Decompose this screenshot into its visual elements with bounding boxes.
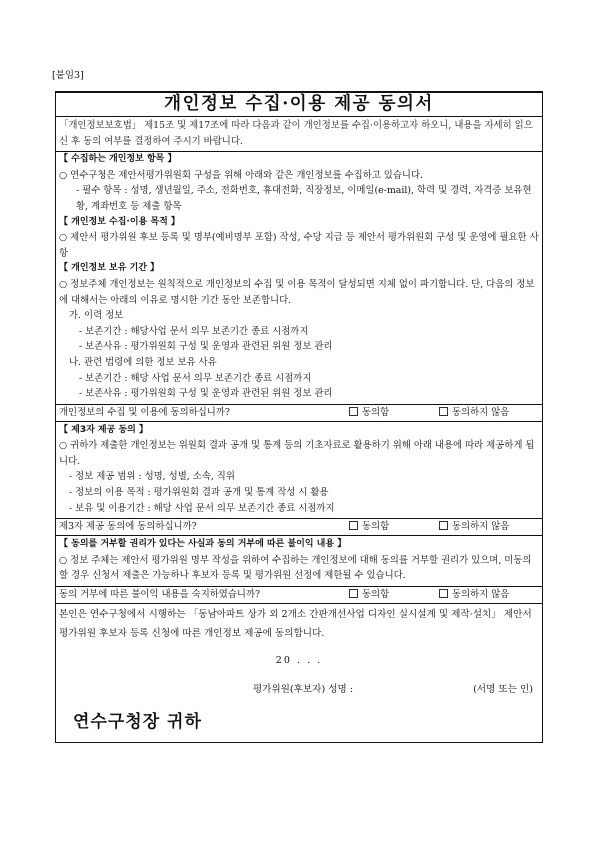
question-text: 제3자 제공 동의에 동의하십니까? xyxy=(59,521,197,533)
consent-question-refusal xyxy=(56,587,542,604)
addressee: 연수구청장 귀하 xyxy=(73,712,202,733)
legal-retention-period: - 보존기간 : 해당 사업 문서 의무 보존기간 종료 시점까지 xyxy=(79,372,312,384)
date-line[interactable]: 20 . . . xyxy=(275,655,323,667)
intro-text: 「개인정보보호법」 제15조 및 제17조에 따라 다음과 같이 개인정보를 수집·이용하고자 하오니, 내용을 자세히 읽으신 후 동의 여부를 결정하여 주시기 바랍니다. xyxy=(56,117,542,152)
history-retention-reason: - 보존사유 : 평가위원회 구성 및 운영과 관련된 위원 정보 관리 xyxy=(79,341,333,353)
form-title: 개인정보 수집·이용 제공 동의서 xyxy=(56,93,542,117)
legal-retention-reason: - 보존사유 : 평가위원회 구성 및 운영과 관련된 위원 정보 관리 xyxy=(79,388,333,400)
declaration-block xyxy=(56,604,542,742)
signature-hint[interactable]: (서명 또는 인) xyxy=(473,683,533,695)
agree-option[interactable]: 동의함 xyxy=(349,519,439,535)
question-text: 개인정보의 수집 및 이용에 동의하십니까? xyxy=(59,406,230,418)
agree-checkbox[interactable] xyxy=(349,589,358,598)
purpose-text: ○ 제안서 평가위원 후보 등록 및 명부(예비명부 포함) 작성, 수당 지급 등 제안서 평가위원회 구성 및 운영에 필요한 사항 xyxy=(59,232,539,259)
signature-line xyxy=(59,681,539,700)
agree-checkbox[interactable] xyxy=(349,407,358,416)
legal-info-title: 나. 관련 법령에 의한 정보 보유 사유 xyxy=(69,356,217,368)
disagree-checkbox[interactable] xyxy=(439,407,448,416)
third-party-text: ○ 귀하가 제출한 개인정보는 위원회 결과 공개 및 통계 등의 기초자료로 활용하기 위해 아래 내용에 따라 제공하게 됩니다. xyxy=(59,440,535,467)
third-party-heading: 【 제3자 제공 동의 】 xyxy=(59,424,148,435)
agree-option[interactable]: 동의함 xyxy=(349,405,439,421)
signer-name-label: 평가위원(후보자) 성명 : xyxy=(252,683,354,695)
provision-purpose: - 정보의 이용 목적 : 평가위원회 결과 공개 및 통계 작성 시 활용 xyxy=(69,487,329,499)
retention-text: ○ 정보주체 개인정보는 원칙적으로 개인정보의 수집 및 이용 목적이 달성되면 지체 없이 파기합니다. 단, 다음의 정보에 대해서는 아래의 이유로 명시한 기간 동안 보존합니다. xyxy=(59,278,535,306)
disagree-checkbox[interactable] xyxy=(439,589,448,598)
collection-statement: ○ 연수구청은 제안서평가위원회 구성을 위해 아래와 같은 개인정보를 수집하고 있습니다. xyxy=(59,169,424,181)
provision-period: - 보유 및 이용기간 : 해당 사업 문서 의무 보존기간 종료 시점까지 xyxy=(69,502,335,514)
attachment-label: [붙임3] xyxy=(52,70,84,81)
history-retention-period: - 보존기간 : 해당사업 문서 의무 보존기간 종료 시점까지 xyxy=(79,325,309,337)
agree-option[interactable]: 동의함 xyxy=(349,587,439,603)
disagree-option[interactable]: 동의하지 않음 xyxy=(439,405,539,421)
disagree-option[interactable]: 동의하지 않음 xyxy=(439,587,539,603)
third-party-section xyxy=(56,422,542,520)
declaration-text: 본인은 연수구청에서 시행하는 「동남아파트 상가 외 2개소 간판개선사업 디자인 실시설계 및 제작·설치」 제안서 평가위원 후보자 등록 신청에 따른 개인정보 제공에 동의합니다. xyxy=(59,609,532,639)
collected-items-heading: 【 수집하는 개인정보 항목 】 xyxy=(59,154,177,165)
refusal-right-text: ○ 정보 주체는 제안서 평가위원 명부 작성을 위하여 수집하는 개인정보에 대해 동의를 거부할 권리가 있으며, 미동의할 경우 신청서 제출은 가능하나 후보자 등록 및 평가위원 선정에 제한될 수 있습니다. xyxy=(59,554,532,582)
history-info-title: 가. 이력 정보 xyxy=(69,310,124,322)
refusal-right-heading: 【 동의를 거부할 권리가 있다는 사실과 동의 거부에 따른 불이익 내용 】 xyxy=(59,539,347,550)
consent-question-collection xyxy=(56,405,542,422)
collection-section xyxy=(56,152,542,405)
disagree-option[interactable]: 동의하지 않음 xyxy=(439,519,539,535)
agree-checkbox[interactable] xyxy=(349,521,358,530)
disagree-checkbox[interactable] xyxy=(439,521,448,530)
provision-scope: - 정보 제공 범위 : 성명, 성별, 소속, 직위 xyxy=(69,471,235,483)
consent-form xyxy=(55,91,543,743)
consent-question-third-party xyxy=(56,519,542,536)
retention-heading: 【 개인정보 보유 기간 】 xyxy=(59,263,160,274)
question-text: 동의 거부에 따른 불이익 내용을 숙지하였습니까? xyxy=(59,589,261,601)
refusal-right-section xyxy=(56,536,542,587)
purpose-heading: 【 개인정보 수집·이용 목적 】 xyxy=(59,216,180,227)
required-items: - 필수 항목 : 성명, 생년월일, 주소, 전화번호, 휴대전화, 직장정보, 이메일(e-mail), 학력 및 경력, 자격증 보유현황, 계좌번호 등 제출 항목 xyxy=(76,185,532,212)
